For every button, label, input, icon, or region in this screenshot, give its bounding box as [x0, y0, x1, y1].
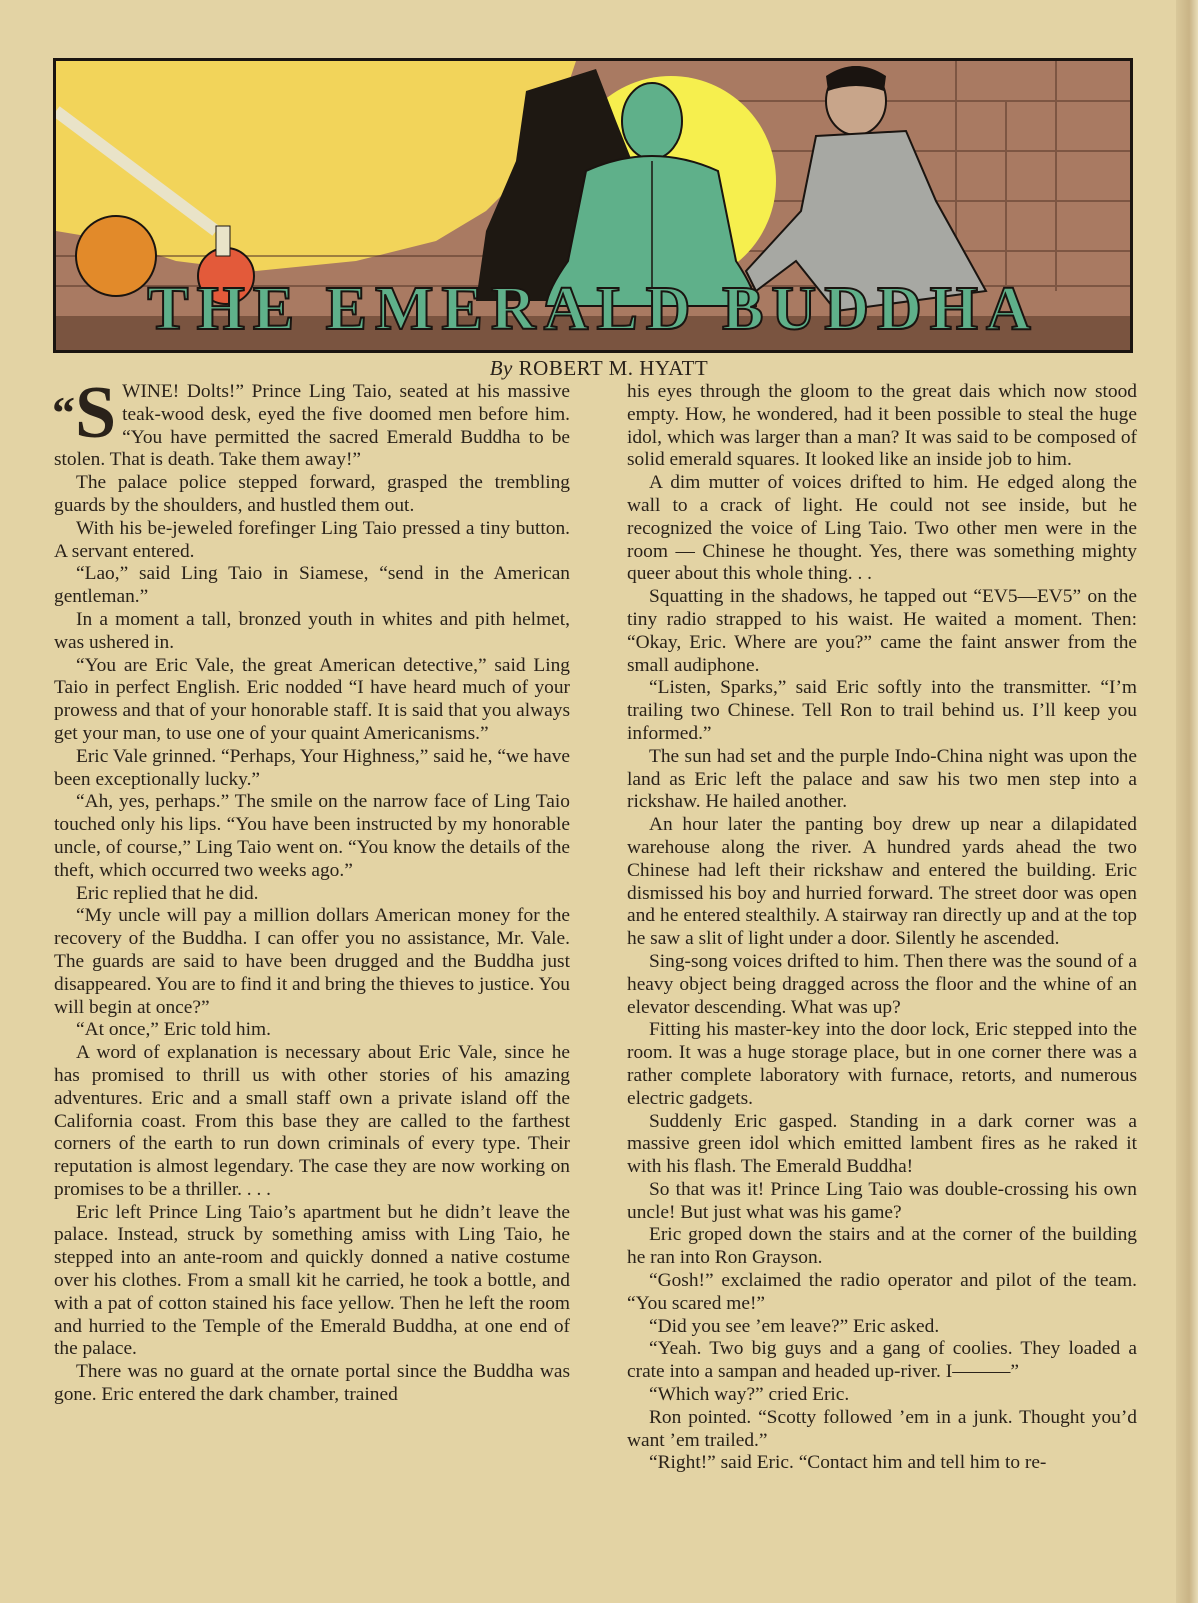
- paragraph: “Lao,” said Ling Taio in Siamese, “send in the American gentleman.”: [54, 563, 570, 608]
- paragraph: Eric groped down the stairs and at the corner of the building he ran into Ron Grayson.: [627, 1224, 1137, 1269]
- paragraph: “S WINE! Dolts!” Prince Ling Taio, seated at his massive teak-wood desk, eyed the five doomed men before him. “You have permitted the sacred Emerald Buddha to be stolen. That is death. Take them away!”: [52, 372, 570, 471]
- paragraph: Fitting his master-key into the door lock, Eric stepped into the room. It was a huge storage place, but in one corner there was a rather complete laboratory with furnace, retorts, and numerous electric gadgets.: [627, 1019, 1137, 1109]
- paragraph: Ron pointed. “Scotty followed ’em in a junk. Thought you’d want ’em trailed.”: [627, 1406, 1137, 1451]
- title-lettering: THE EMERALD BUDDHA: [147, 275, 1039, 343]
- byline: [0, 356, 1198, 381]
- paragraph: An hour later the panting boy drew up near a dilapidated warehouse along the river. A hundred yards ahead the two Chinese had left their rickshaw and entered the building. Eric dismissed his boy and hurried forward. The street door was open and he entered stealthily. A stairway ran directly up and at the top he saw a slit of light under a door. Silently he ascended.: [627, 814, 1137, 950]
- paragraph: Eric left Prince Ling Taio’s apartment but he didn’t leave the palace. Instead, struck by something amiss with Ling Taio, he stepped into an ante-room and quickly donned a native costume over his clothes. From a small kit he carried, he took a bottle, and with a pat of cotton stained his face yellow. Then he left the room and hurried to the Temple of the Emerald Buddha, at one end of the palace.: [54, 1201, 570, 1360]
- paragraph: A dim mutter of voices drifted to him. He edged along the wall to a crack of light. He could not see inside, but he recognized the voice of Ling Taio. Two other men were in the room — Chinese he thought. Yes, there was something mighty queer about this whole thing. . .: [627, 472, 1137, 585]
- byline-prefix: By: [489, 356, 513, 380]
- article-column-right: [627, 381, 1137, 1475]
- paragraph: “Right!” said Eric. “Contact him and tell him to re-: [649, 1452, 1047, 1474]
- author-name: ROBERT M. HYATT: [518, 356, 709, 380]
- paragraph: “Which way?” cried Eric.: [649, 1384, 850, 1406]
- paragraph: Sing-song voices drifted to him. Then there was the sound of a heavy object being dragged across the floor and the whine of an elevator descending. What was up?: [627, 950, 1137, 1018]
- paragraph: With his be-jeweled forefinger Ling Taio pressed a tiny button. A servant entered.: [54, 517, 570, 562]
- drop-cap: “S: [52, 372, 117, 454]
- paragraph: “Yeah. Two big guys and a gang of coolies. They loaded a crate into a sampan and headed up-river. I———”: [627, 1338, 1137, 1383]
- paragraph: In a moment a tall, bronzed youth in whites and pith helmet, was ushered in.: [54, 608, 570, 653]
- paragraph: Eric replied that he did.: [76, 882, 259, 904]
- banner-art: [56, 61, 1130, 350]
- paragraph: A word of explanation is necessary about Eric Vale, since he has promised to thrill us with other stories of his amazing adventures. Eric and a small staff own a private island off the California coast. From this base they are called to the farthest corners of the earth to run down criminals of every type. Their reputation is almost legendary. The case they are now working on promises to be a thriller. . . .: [54, 1042, 570, 1200]
- paragraph: “Ah, yes, perhaps.” The smile on the narrow face of Ling Taio touched only his lips. “You have been instructed by my honorable uncle, of course,” Ling Taio went on. “You know the details of the theft, which occurred two weeks ago.”: [54, 791, 570, 881]
- paragraph: Suddenly Eric gasped. Standing in a dark corner was a massive green idol which emitted lambent fires as he raked it with his flash. The Emerald Buddha!: [627, 1110, 1137, 1178]
- paragraph: There was no guard at the ornate portal since the Buddha was gone. Eric entered the dark chamber, trained: [54, 1361, 570, 1406]
- paragraph: “Gosh!” exclaimed the radio operator and pilot of the team. “You scared me!”: [627, 1270, 1137, 1314]
- paragraph: So that was it! Prince Ling Taio was double-crossing his own uncle! But just what was his game?: [627, 1178, 1137, 1223]
- paragraph: “At once,” Eric told him.: [76, 1019, 271, 1041]
- paragraph: Squatting in the shadows, he tapped out “EV5—EV5” on the tiny radio strapped to his waist. He waited a moment. Then: “Okay, Eric. Where are you?” came the faint answer from the small audiphone.: [627, 586, 1137, 676]
- paragraph: The palace police stepped forward, grasped the trembling guards by the shoulders, and hustled them out.: [54, 472, 570, 516]
- title-illustration: [53, 58, 1133, 353]
- paragraph: “My uncle will pay a million dollars American money for the recovery of the Buddha. I can offer you no assistance, Mr. Vale. The guards are said to have been drugged and the Buddha just disappeared. You are to find it and bring the thieves to justice. You will begin at once?”: [54, 905, 570, 1018]
- paragraph: “You are Eric Vale, the great American detective,” said Ling Taio in perfect English. Eric nodded “I have heard much of your prowess and that of your honorable staff. It is said that you always get your man, to use one of your quaint Americanisms.”: [54, 654, 570, 744]
- article-column-left: [52, 372, 570, 1407]
- paragraph: The sun had set and the purple Indo-China night was upon the land as Eric left the palace and saw his two men step into a rickshaw. He hailed another.: [627, 745, 1137, 813]
- paragraph: his eyes through the gloom to the great dais which now stood empty. How, he wondered, had it been possible to steal the huge idol, which was larger than a man? It was said to be composed of solid emerald squares. It looked like an inside job to him.: [627, 381, 1137, 471]
- paragraph: “Listen, Sparks,” said Eric softly into the transmitter. “I’m trailing two Chinese. Tell Ron to trail behind us. I’ll keep you informed.”: [627, 677, 1137, 744]
- paragraph: Eric Vale grinned. “Perhaps, Your Highness,” said he, “we have been exceptionally lucky.”: [54, 745, 570, 790]
- page-edge: [1176, 0, 1198, 1603]
- paragraph: “Did you see ’em leave?” Eric asked.: [649, 1315, 940, 1337]
